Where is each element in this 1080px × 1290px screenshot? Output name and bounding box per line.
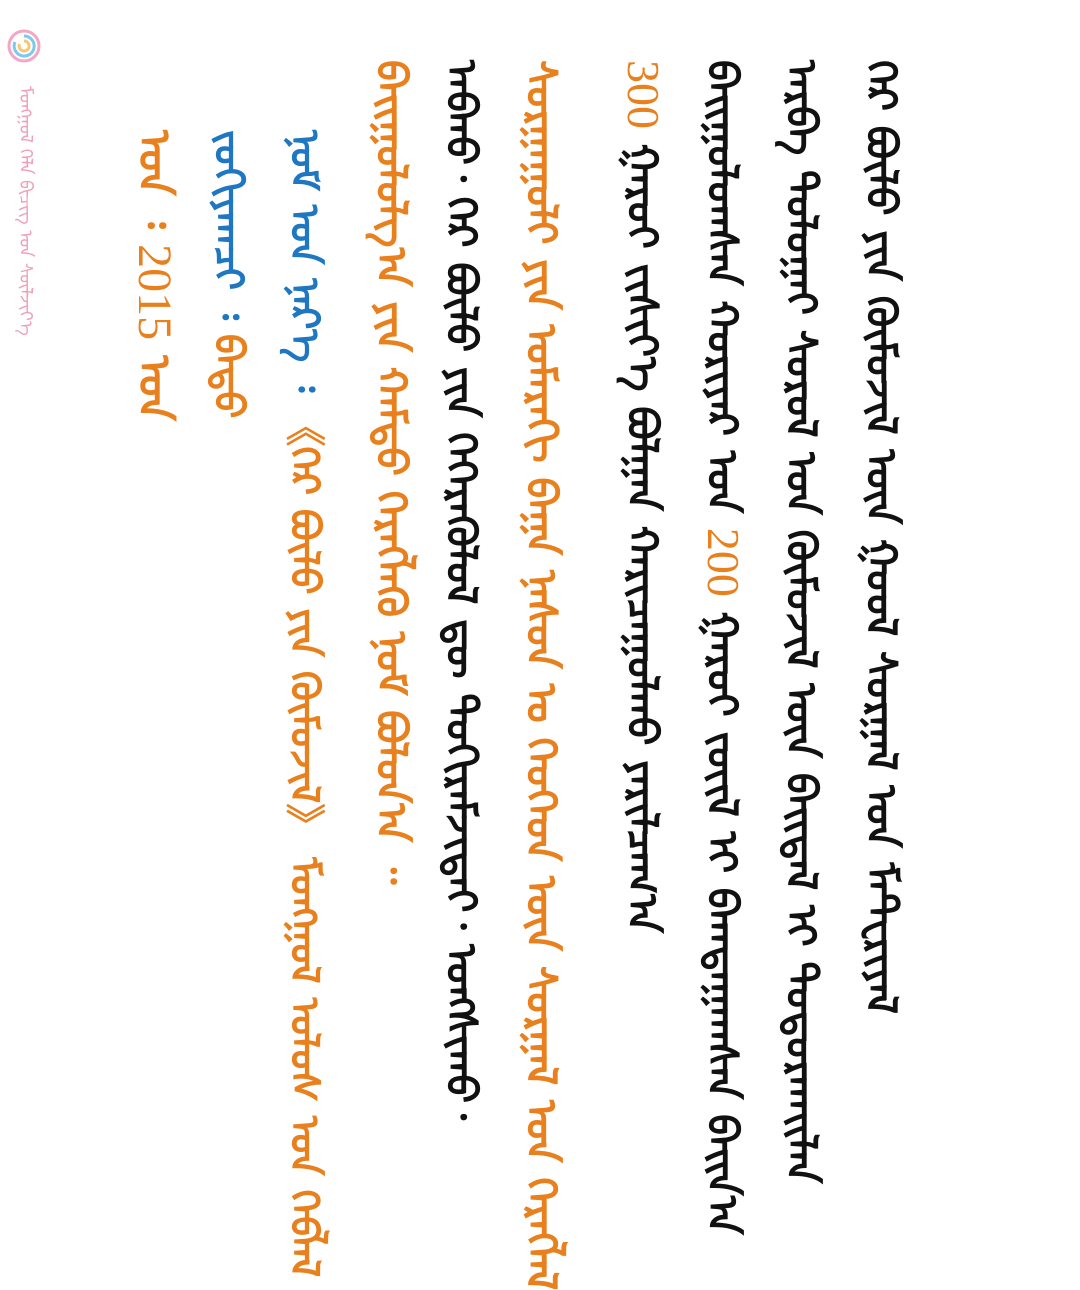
body-line-1: ᠭᠡᠷ ᠪᠦᠯᠦ ᠶᠢᠨ ᠬᠥᠮᠦᠵᠢᠯ ᠦᠨ ᠭᠣᠣᠯ ᠰᠤᠷᠭᠠᠯ ᠤᠨ ᠮᠠᠲ᠋ᠧᠷᠢᠶᠠᠯ — [857, 60, 906, 1015]
body-line-7: ᠪᠠᠢᠭᠤᠯᠤᠯᠭ᠎ᠠ ᠶᠢᠨ ᠬᠠᠮᠲᠤ ᠬᠡᠷᠡᠭᠯᠡᠬᠦ ᠨᠣᠮ ᠪᠣᠯᠤᠨ᠎ᠠ ᠃ — [367, 60, 416, 885]
year-line — [128, 130, 181, 422]
body-line-5: ᠰᠣᠷᠭᠠᠭᠤᠯᠢ ᠶᠢᠨ ᠤᠮᠠᠷᠠᠬᠢ ᠪᠠᠭᠠ ᠨᠠᠰᠤᠨ ᠤ ᠬᠡᠦᠬᠡᠳ ᠦᠨ ᠰᠤᠷᠭᠠᠯ ᠤᠨ ᠬᠡᠷᠡᠭᠯᠡᠯ — [517, 60, 566, 1290]
book-label: ᠨᠣᠮ ᠤᠨ ᠨᠡᠷ᠎ᠡ ᠄ — [281, 130, 327, 393]
year-suffix: ᠣᠨ — [128, 355, 179, 422]
body-line-3 — [698, 60, 749, 1235]
author-name: ᠪᠠᠲᠤ — [205, 334, 251, 419]
year-value: 2015 — [128, 244, 181, 341]
body-line-4 — [618, 60, 669, 934]
body-line-3-text-b: ᠭᠠᠷᠤᠢ ᠵᠦᠢᠯ ᠢ ᠪᠠᠭᠲᠠᠭᠠᠭᠰᠠᠨ ᠪᠠᠢᠨ᠎ᠠ — [698, 611, 747, 1235]
spiral-logo-icon — [6, 28, 42, 64]
body-line-4-text: ᠭᠠᠷᠤᠢ ᠵᠢᠱᠢᠶ᠎ᠡ ᠪᠣᠯᠭᠠᠨ ᠬᠠᠷᠢᠴᠠᠭᠤᠯᠬᠤ ᠶᠠᠷᠢᠯᠴᠠᠭ᠎ᠠ — [618, 143, 667, 934]
body-line-3-text-a: ᠪᠠᠢᠭᠤᠯᠤᠭᠰᠠᠨ ᠬᠣᠷᠢᠶᠠᠷ ᠤᠨ — [698, 60, 747, 514]
body-line-2: ᠠᠷᠪᠠ ᠲᠣᠯᠣᠭᠠᠢ ᠰᠣᠷᠣᠯ ᠤᠨ ᠬᠦᠮᠦᠵᠢᠯ ᠦᠨ ᠪᠠᠢᠳᠠᠯ ᠢ ᠲᠣᠳᠣᠷᠬᠠᠢᠯᠠᠨ — [777, 60, 826, 1184]
book-title: 《ᠭᠡᠷ ᠪᠦᠯᠦ ᠶᠢᠨ ᠬᠥᠮᠦᠵᠢᠯ》 ᠮᠣᠩᠭᠣᠯ ᠤᠯᠤᠰ ᠤᠨ ᠬᠡᠪᠯᠡᠯ — [281, 406, 327, 1278]
author-label: ᠵᠣᠬᠢᠶᠠᠭᠴᠢ ᠄ — [205, 130, 251, 321]
author-line — [205, 130, 251, 419]
body-line-6: ᠠᠪᠬᠤ᠂ ᠭᠡᠷ ᠪᠦᠯᠦ ᠶᠢᠨ ᠭᠡᠭᠡᠷᠡᠭᠦᠯᠦᠯ ᠳᠦ ᠲᠣᠬᠢᠷᠠᠮᠵᠢᠲᠠᠢ᠂ ᠤᠩᠰᠢᠬᠤ᠂ — [437, 60, 486, 1121]
year-label: ᠣᠨ ᠄ — [128, 130, 179, 229]
number-200: 200 — [698, 527, 749, 597]
book-line — [281, 130, 327, 1278]
number-300: 300 — [618, 60, 669, 129]
brand-credit-text: ᠮᠣᠩᠭᠣᠯ ᠬᠡᠯᠡ ᠪᠢᠴᠢᠭ ᠤᠨ ᠰᠦᠯᠵᠢᠶ᠎ᠡ — [15, 86, 36, 336]
